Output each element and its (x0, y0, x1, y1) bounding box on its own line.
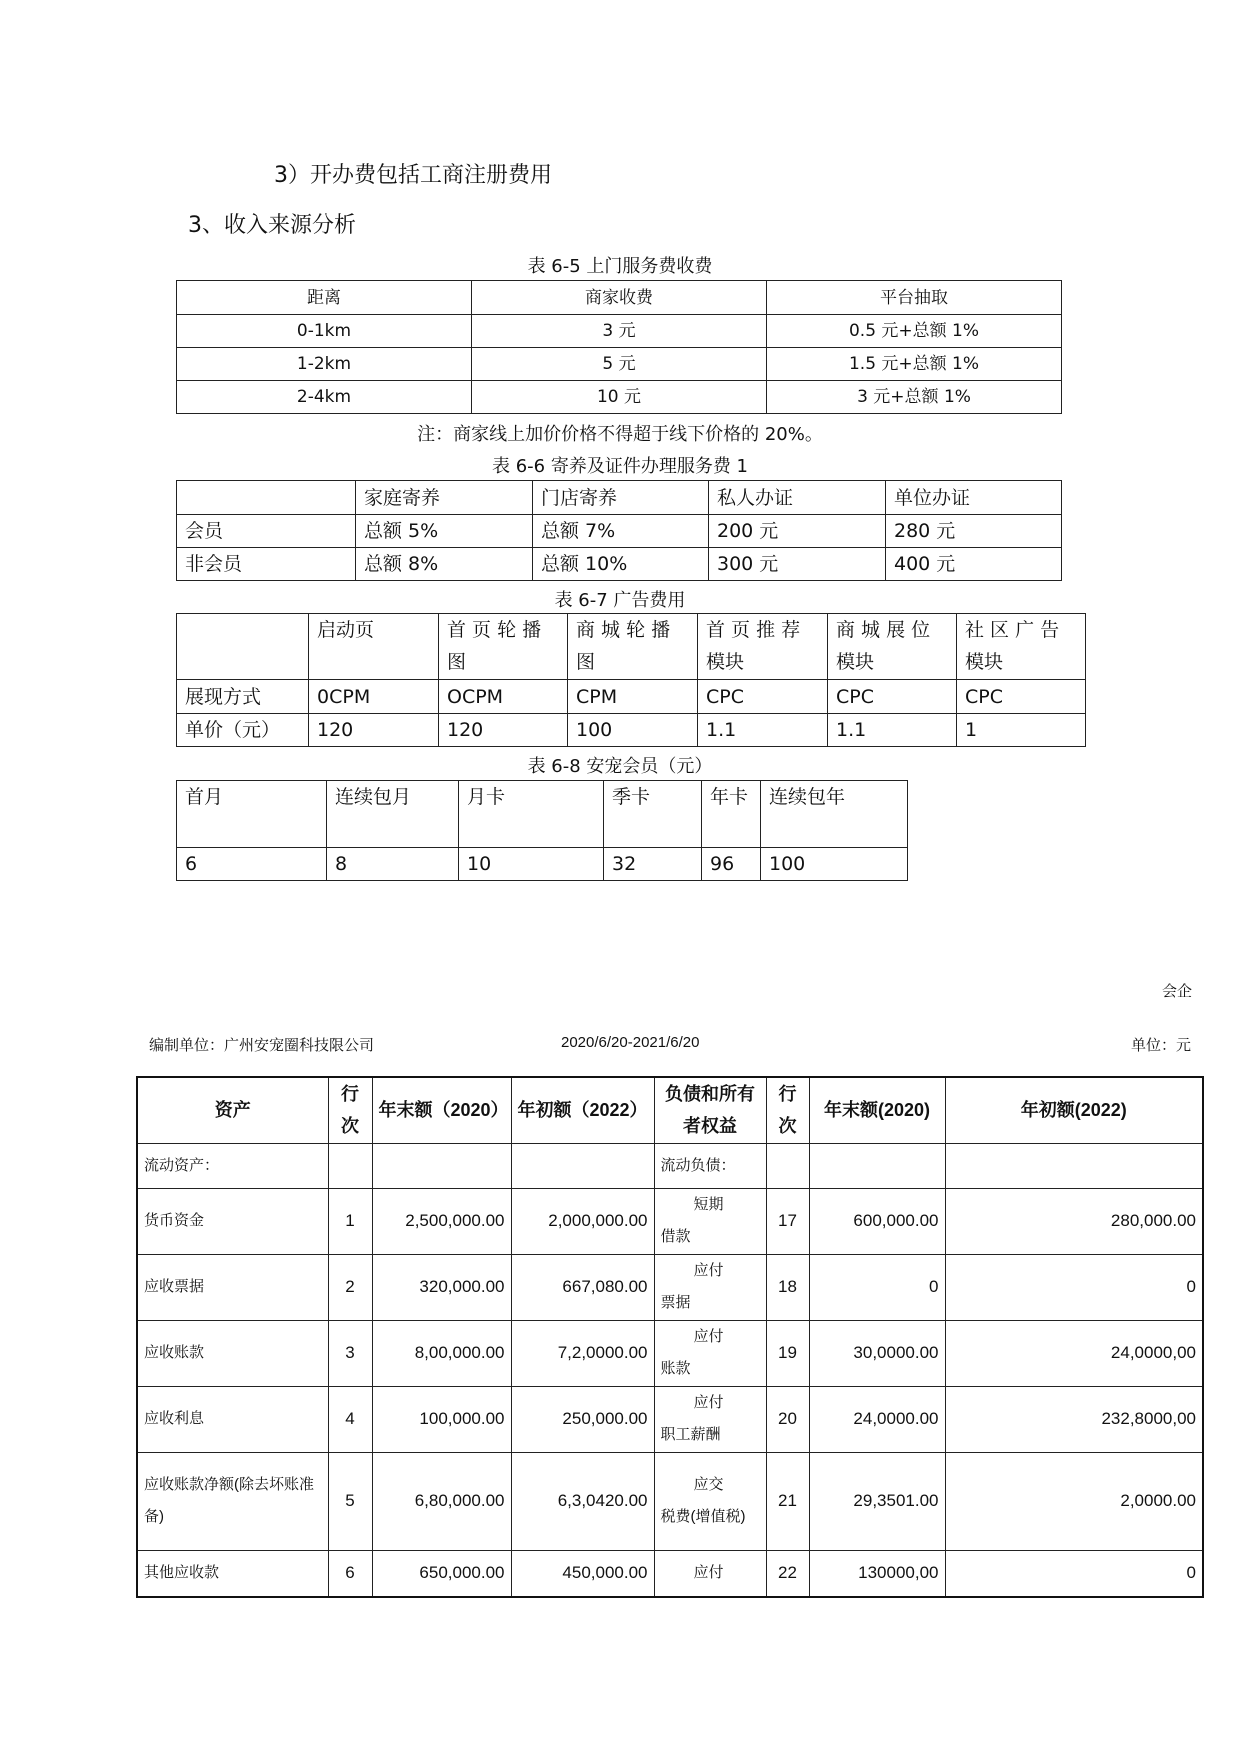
liability-name-line2: 账款 (660, 1360, 691, 1377)
cell: 100 (761, 848, 908, 881)
year-end-amount: 100,000.00 (372, 1386, 511, 1452)
cell: 1 (957, 714, 1086, 747)
header-cell: 连续包月 (327, 781, 459, 848)
liability-name (654, 1254, 766, 1320)
row-no: 20 (766, 1386, 809, 1452)
cell: 3 元+总额 1% (767, 381, 1062, 414)
header-cell: 商家收费 (472, 281, 767, 315)
section-label: 流动负债： (654, 1143, 766, 1188)
prepared-by: 编制单位：广州安宠圈科技限公司 (149, 1036, 375, 1054)
cell: CPM (568, 680, 698, 714)
header-year-end: 年末额(2020) (809, 1077, 945, 1143)
cell: CPC (698, 680, 828, 714)
header-cell: 私人办证 (709, 481, 886, 515)
cell: 120 (309, 714, 439, 747)
row-no: 2 (328, 1254, 372, 1320)
header-cell: 门店寄养 (533, 481, 709, 515)
row-no: 5 (328, 1452, 372, 1550)
year-begin-amount: 2,000,000.00 (511, 1188, 654, 1254)
cell: 0.5 元+总额 1% (767, 315, 1062, 348)
cell: 400 元 (886, 548, 1062, 581)
row-no: 1 (328, 1188, 372, 1254)
table-row (137, 1188, 1203, 1254)
header-cell: 首 页 推 荐 模块 (698, 614, 828, 680)
year-begin-amount: 667,080.00 (511, 1254, 654, 1320)
cell: OCPM (439, 680, 568, 714)
cell: CPC (828, 680, 957, 714)
liability-name-line2: 票据 (660, 1294, 691, 1311)
asset-name: 应收利息 (137, 1386, 328, 1452)
year-end-amount: 29,3501.00 (809, 1452, 945, 1550)
cell: 10 元 (472, 381, 767, 414)
period: 2020/6/20-2021/6/20 (561, 1034, 700, 1051)
year-end-amount: 600,000.00 (809, 1188, 945, 1254)
header-cell: 首月 (177, 781, 327, 848)
cell: 280 元 (886, 515, 1062, 548)
table-row (137, 1254, 1203, 1320)
cell: 300 元 (709, 548, 886, 581)
balance-sheet-table (136, 1076, 1204, 1598)
asset-name: 应收账款净额(除去坏账准备) (137, 1452, 328, 1550)
year-end-amount: 0 (809, 1254, 945, 1320)
liability-name-line1: 应交 (693, 1476, 724, 1493)
cell: 1.5 元+总额 1% (767, 348, 1062, 381)
header-cell: 距离 (177, 281, 472, 315)
cell: 展现方式 (177, 680, 309, 714)
cell: 10 (459, 848, 604, 881)
header-cell: 启动页 (309, 614, 439, 680)
row-no: 22 (766, 1550, 809, 1597)
table-caption: 表 6-8 安宠会员（元） (527, 756, 713, 777)
header-cell: 连续包年 (761, 781, 908, 848)
cell: 8 (327, 848, 459, 881)
table-caption: 表 6-6 寄养及证件办理服务费 1 (491, 456, 748, 477)
table-row (177, 714, 1086, 747)
asset-name: 货币资金 (137, 1188, 328, 1254)
year-begin-amount: 250,000.00 (511, 1386, 654, 1452)
year-begin-amount: 450,000.00 (511, 1550, 654, 1597)
cell: CPC (957, 680, 1086, 714)
table-caption: 表 6-7 广告费用 (554, 590, 686, 611)
row-no: 18 (766, 1254, 809, 1320)
table-row (177, 381, 1062, 414)
ad-fee-table (176, 613, 1086, 747)
cell: 2-4km (177, 381, 472, 414)
year-begin-amount: 7,2,0000.00 (511, 1320, 654, 1386)
header-asset: 资产 (137, 1077, 328, 1143)
table-row (177, 315, 1062, 348)
year-end-amount: 6,80,000.00 (372, 1452, 511, 1550)
year-begin-amount: 280,000.00 (945, 1188, 1203, 1254)
cell: 5 元 (472, 348, 767, 381)
cell: 200 元 (709, 515, 886, 548)
form-code: 会企 (1161, 982, 1192, 1000)
table-row (177, 680, 1086, 714)
header-row-no: 行次 (766, 1077, 809, 1143)
header-cell (177, 481, 356, 515)
section-heading: 3）开办费包括工商注册费用 (274, 163, 552, 188)
cell: 会员 (177, 515, 356, 548)
liability-name-line2: 职工薪酬 (660, 1426, 721, 1443)
row-no: 21 (766, 1452, 809, 1550)
year-end-amount: 24,0000.00 (809, 1386, 945, 1452)
section-heading: 3、收入来源分析 (188, 213, 356, 238)
year-begin-amount: 24,0000,00 (945, 1320, 1203, 1386)
table-row (137, 1452, 1203, 1550)
header-cell (177, 614, 309, 680)
header-cell: 商 城 展 位 模块 (828, 614, 957, 680)
cell: 96 (702, 848, 761, 881)
table-row (177, 348, 1062, 381)
header-cell: 首 页 轮 播 图 (439, 614, 568, 680)
cell: 1.1 (828, 714, 957, 747)
asset-name: 应收账款 (137, 1320, 328, 1386)
section-label: 流动资产： (137, 1143, 328, 1188)
table-row (137, 1550, 1203, 1597)
liability-name-line1: 应付 (693, 1564, 724, 1582)
liability-name-line1: 应付 (693, 1262, 724, 1279)
liability-name-line2: 税费(增值税) (660, 1508, 746, 1525)
service-fee-table (176, 280, 1062, 414)
liability-name (654, 1320, 766, 1386)
table-row (177, 548, 1062, 581)
cell: 总额 8% (356, 548, 533, 581)
year-end-amount: 8,00,000.00 (372, 1320, 511, 1386)
header-year-begin: 年初额（2022） (511, 1077, 654, 1143)
header-row-no: 行次 (328, 1077, 372, 1143)
header-cell: 平台抽取 (767, 281, 1062, 315)
liability-name (654, 1188, 766, 1254)
cell: 总额 7% (533, 515, 709, 548)
header-year-end: 年末额（2020） (372, 1077, 511, 1143)
cell: 总额 10% (533, 548, 709, 581)
year-begin-amount: 232,8000,00 (945, 1386, 1203, 1452)
table-row (137, 1320, 1203, 1386)
cell: 3 元 (472, 315, 767, 348)
table-row (177, 515, 1062, 548)
cell: 0-1km (177, 315, 472, 348)
year-end-amount: 130000,00 (809, 1550, 945, 1597)
table-row (137, 1386, 1203, 1452)
cell: 32 (604, 848, 702, 881)
liability-name (654, 1386, 766, 1452)
header-cell: 年卡 (702, 781, 761, 848)
year-begin-amount: 0 (945, 1254, 1203, 1320)
liability-name (654, 1452, 766, 1550)
cell: 120 (439, 714, 568, 747)
header-year-begin: 年初额(2022) (945, 1077, 1203, 1143)
liability-name-line2: 借款 (660, 1228, 691, 1245)
cell: 1.1 (698, 714, 828, 747)
membership-table (176, 780, 908, 881)
header-cell: 季卡 (604, 781, 702, 848)
boarding-fee-table (176, 480, 1062, 581)
currency-unit: 单位：元 (1130, 1036, 1191, 1054)
cell: 总额 5% (356, 515, 533, 548)
asset-name: 其他应收款 (137, 1550, 328, 1597)
year-end-amount: 320,000.00 (372, 1254, 511, 1320)
row-no: 4 (328, 1386, 372, 1452)
cell: 100 (568, 714, 698, 747)
year-begin-amount: 0 (945, 1550, 1203, 1597)
row-no: 6 (328, 1550, 372, 1597)
table-caption: 表 6-5 上门服务费收费 (527, 256, 713, 277)
row-no: 17 (766, 1188, 809, 1254)
cell: 非会员 (177, 548, 356, 581)
year-begin-amount: 2,0000.00 (945, 1452, 1203, 1550)
year-end-amount: 2,500,000.00 (372, 1188, 511, 1254)
table-row (177, 848, 908, 881)
header-cell: 单位办证 (886, 481, 1062, 515)
liability-name-line1: 应付 (693, 1328, 724, 1345)
header-liabilities: 负债和所有者权益 (654, 1077, 766, 1143)
header-cell: 月卡 (459, 781, 604, 848)
year-begin-amount: 6,3,0420.00 (511, 1452, 654, 1550)
header-cell: 商 城 轮 播 图 (568, 614, 698, 680)
year-end-amount: 30,0000.00 (809, 1320, 945, 1386)
cell: 6 (177, 848, 327, 881)
header-cell: 社 区 广 告 模块 (957, 614, 1086, 680)
header-cell: 家庭寄养 (356, 481, 533, 515)
liability-name-line1: 应付 (693, 1394, 724, 1411)
liability-name-line1: 短期 (693, 1196, 724, 1213)
year-end-amount: 650,000.00 (372, 1550, 511, 1597)
cell: 1-2km (177, 348, 472, 381)
cell: 0CPM (309, 680, 439, 714)
liability-name (654, 1550, 766, 1597)
row-no: 19 (766, 1320, 809, 1386)
cell: 单价（元） (177, 714, 309, 747)
row-no: 3 (328, 1320, 372, 1386)
asset-name: 应收票据 (137, 1254, 328, 1320)
table-note: 注：商家线上加价价格不得超于线下价格的 20%。 (417, 424, 823, 445)
